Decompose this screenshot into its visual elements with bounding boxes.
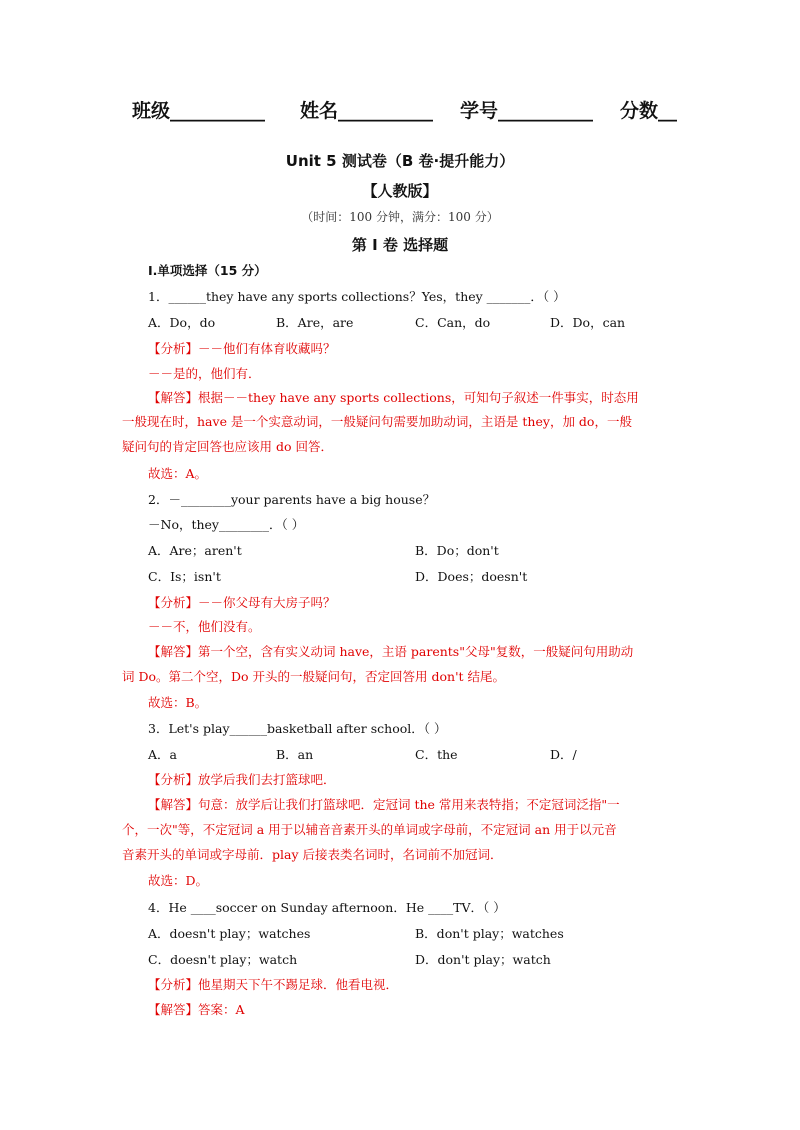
question-4-stem: 4．He ____soccer on Sunday afternoon．He ____TV．（ ） (148, 900, 506, 915)
question-2-stem-line2: －No，they________．（ ） (148, 517, 305, 532)
q1-option-a[interactable]: A．Do，do (148, 315, 216, 330)
q1-answer: 【解答】根据－－they have any sports collections，可知句子叙述一件事实，时态用 (148, 390, 639, 405)
q2-option-b[interactable]: B．Do；don't (415, 543, 499, 558)
q3-answer-line3: 音素开头的单词或字母前．play 后接表类名词时，名词前不加冠词． (122, 847, 503, 862)
q3-analysis: 【分析】放学后我们去打篮球吧． (148, 772, 336, 787)
student-info-line (0, 96, 800, 126)
q2-analysis: 【分析】－－你父母有大房子吗？ (148, 595, 336, 610)
q4-analysis: 【分析】他星期天下午不踢足球．他看电视． (148, 977, 399, 992)
q1-option-c[interactable]: C．Can，do (415, 315, 491, 330)
q3-answer-line2: 个，一次"等，不定冠词 a 用于以辅音音素开头的单词或字母前，不定冠词 an 用于以元音 (122, 822, 617, 837)
q1-answer-line2: 一般现在时，have 是一个实意动词，一般疑问句需要加助动词，主语是 they，加 do，一般 (122, 414, 632, 429)
q4-option-a[interactable]: A．doesn't play；watches (148, 926, 311, 941)
score-field[interactable]: 分数__ (620, 100, 678, 122)
q3-option-b[interactable]: B．an (276, 747, 314, 762)
q1-analysis: 【分析】－－他们有体育收藏吗？ (148, 341, 336, 356)
q2-choice: 故选：B。 (148, 695, 208, 710)
q4-answer: 【解答】答案：A (148, 1002, 245, 1017)
q1-answer-line3: 疑问句的肯定回答也应该用 do 回答． (122, 439, 333, 454)
part-title: 第 Ⅰ 卷 选择题 (351, 236, 449, 254)
q1-analysis-line2: －－是的，他们有． (148, 366, 261, 381)
question-1-stem: 1．______they have any sports collections？Yes，they _______．（ ） (148, 289, 566, 304)
q3-choice: 故选：D。 (148, 873, 209, 888)
section-title: Ⅰ.单项选择（15 分） (148, 263, 267, 278)
q2-analysis-line2: －－不，他们没有。 (148, 619, 261, 634)
question-3-stem: 3．Let's play______basketball after school．（ ） (148, 721, 447, 736)
q2-option-c[interactable]: C．Is；isn't (148, 569, 221, 584)
q1-option-b[interactable]: B．Are，are (276, 315, 354, 330)
time-info: （时间：100 分钟，满分：100 分） (301, 210, 499, 224)
class-field[interactable]: 班级__________ (132, 100, 266, 122)
q3-option-a[interactable]: A．a (148, 747, 177, 762)
q3-option-d[interactable]: D．/ (550, 747, 577, 762)
q1-option-d[interactable]: D．Do，can (550, 315, 626, 330)
q2-option-d[interactable]: D．Does；doesn't (415, 569, 528, 584)
q2-answer: 【解答】第一个空，含有实义动词 have，主语 parents"父母"复数，一般疑问句用助动 (148, 644, 634, 659)
q2-option-a[interactable]: A．Are；aren't (148, 543, 242, 558)
q4-option-b[interactable]: B．don't play；watches (415, 926, 564, 941)
edition-label: 【人教版】 (362, 182, 438, 200)
q2-answer-line2: 词 Do。第二个空，Do 开头的一般疑问句，否定回答用 don't 结尾。 (122, 669, 506, 684)
q3-answer: 【解答】句意：放学后让我们打篮球吧．定冠词 the 常用来表特指；不定冠词泛指"一 (148, 797, 620, 812)
exam-title: Unit 5 测试卷（B 卷·提升能力） (285, 152, 515, 170)
q4-option-d[interactable]: D．don't play；watch (415, 952, 551, 967)
student-id-field[interactable]: 学号__________ (460, 100, 594, 122)
question-2-stem: 2．－________your parents have a big house？ (148, 492, 436, 507)
name-field[interactable]: 姓名__________ (300, 100, 434, 122)
q3-option-c[interactable]: C．the (415, 747, 458, 762)
q1-choice: 故选：A。 (148, 466, 208, 481)
q4-option-c[interactable]: C．doesn't play；watch (148, 952, 298, 967)
